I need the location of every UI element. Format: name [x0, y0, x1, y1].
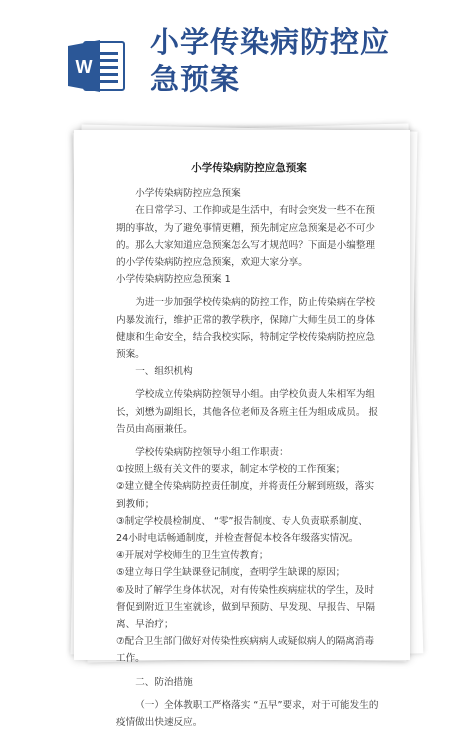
document-title-line-1: 小学传染病防控应: [150, 25, 391, 59]
list-item: ⑤建立每日学生缺课登记制度，查明学生缺课的原因；: [116, 567, 346, 579]
section-heading: 二、防治措施: [135, 676, 193, 688]
document-body: [116, 160, 382, 731]
list-item: ⑦配合卫生部门做好对传染性疾病病人或疑似病人的隔离消毒工作。: [116, 636, 375, 665]
section-heading: 一、组织机构: [135, 366, 193, 378]
word-document-icon: [66, 36, 126, 96]
paragraph: 为进一步加强学校传染病的防控工作，防止传染病在学校内暴发流行，维护正常的教学秩序，保障广大师生员工的身体健康和生命安全，结合我校实际，特制定学校传染病防控应急预案。: [116, 297, 376, 361]
list-item: ②建立健全传染病防控责任制度，并将责任分解到班级，落实到教师；: [116, 481, 375, 510]
list-item: ④开展对学校师生的卫生宣传教育；: [116, 550, 269, 562]
list-item: ③制定学校晨检制度、 “零”报告制度、专人负责联系制度、 24小时电话畅通制度，并检查督促本校各年级落实情况。: [116, 515, 368, 545]
paragraph: （一）全体教职工严格落实 “五早”要求，对于可能发生的疫情做出快速反应。: [116, 699, 379, 729]
section-heading: 小学传染病防控应急预案 1: [116, 274, 231, 286]
paragraph: 小学传染病防控应急预案: [135, 188, 241, 200]
paragraph: 学校传染病防控领导小组工作职责：: [135, 447, 289, 459]
list-item: ⑥及时了解学生身体状况，对有传染性疾病症状的学生，及时督促到附近卫生室就诊，做到早预防、早发现、早报告、早隔离、早治疗；: [116, 584, 376, 631]
paragraph: 在日常学习、工作抑或是生活中，有时会突发一些不在预期的事故，为了避免事情更糟，预先制定应急预案是必不可少的。那么大家知道应急预案怎么写才规范吗？下面是小编整理的小学传染病防控应急预案，欢迎大家分享。: [116, 205, 376, 269]
paragraph: 学校成立传染病防控领导小组。由学校负责人朱相军为组长，刘懋为副组长，其他各位老师及各班主任为组成成员。 报告员由高丽兼任。: [116, 389, 379, 435]
document-title: [150, 24, 450, 98]
list-item: ①按照上级有关文件的要求，制定本学校的工作预案；: [116, 464, 346, 476]
document-title-line-2: 急预案: [150, 62, 241, 96]
svg-text:W: W: [75, 57, 93, 77]
page-heading: 小学传染病防控应急预案: [191, 162, 307, 174]
header-banner: [0, 0, 474, 125]
